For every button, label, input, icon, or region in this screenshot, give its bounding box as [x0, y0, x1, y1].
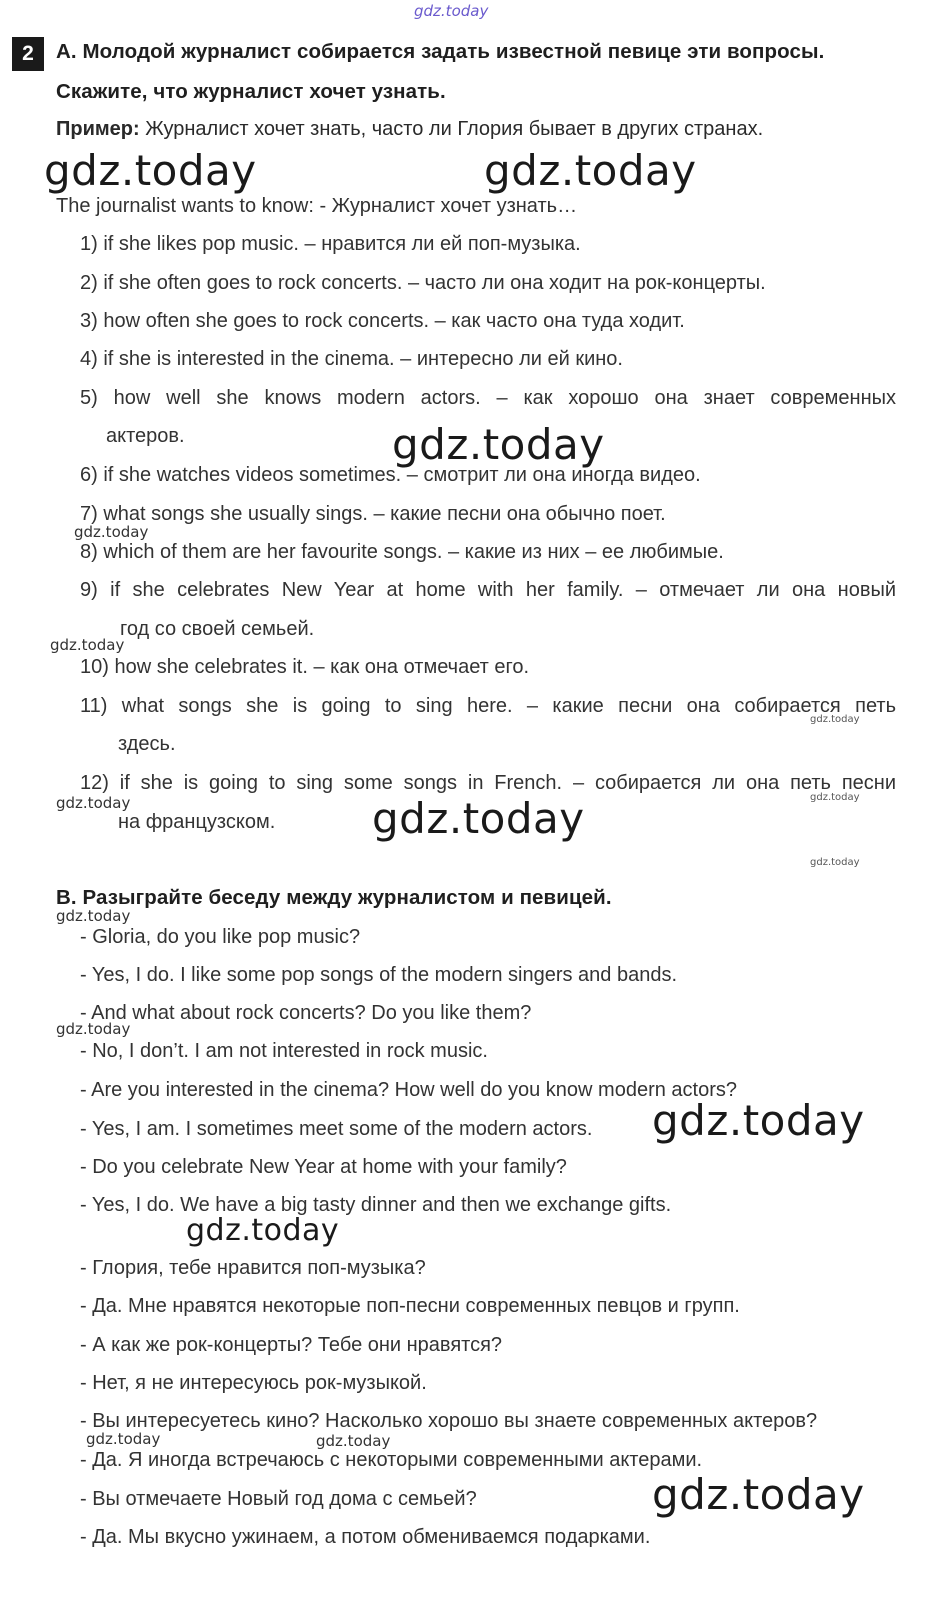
watermark: gdz.today [810, 857, 860, 868]
task-number-badge: 2 [12, 37, 44, 71]
list-item: 6) if she watches videos sometimes. – смотрит ли она иногда видео. [80, 464, 701, 486]
dialogue-line: - Глория, тебе нравится поп-музыка? [80, 1257, 426, 1279]
list-item: 10) how she celebrates it. – как она отмечает его. [80, 656, 530, 678]
list-item: 8) which of them are her favourite songs. – какие из них – ее любимые. [80, 541, 724, 563]
watermark: gdz.today [316, 1432, 391, 1450]
watermark: gdz.today [810, 792, 860, 803]
watermark: gdz.today [186, 1213, 340, 1248]
list-item: 2) if she often goes to rock concerts. – часто ли она ходит на рок-концерты. [80, 272, 766, 294]
list-item: 3) how often she goes to rock concerts. – как часто она туда ходит. [80, 310, 685, 332]
watermark: gdz.today [652, 1470, 865, 1519]
watermark: gdz.today [56, 794, 131, 812]
list-item-continuation: здесь. [118, 733, 176, 755]
example-line [56, 118, 763, 141]
list-item-continuation: на французском. [118, 811, 276, 833]
dialogue-line: - Вы интересуетесь кино? Насколько хорошо вы знаете современных актеров? [80, 1410, 818, 1432]
watermark: gdz.today [56, 907, 131, 925]
watermark: gdz.today [56, 1020, 131, 1038]
dialogue-line: - А как же рок-концерты? Тебе они нравятся? [80, 1334, 503, 1356]
example-text: Журналист хочет знать, часто ли Глория бывает в других странах. [139, 118, 764, 140]
watermark: gdz.today [372, 794, 585, 843]
list-item-continuation: актеров. [106, 425, 185, 447]
section-b-heading: B. Разыграйте беседу между журналистом и певицей. [56, 886, 612, 909]
intro-line: The journalist wants to know: - Журналист хочет узнать… [56, 195, 578, 217]
dialogue-line: - And what about rock concerts? Do you like them? [80, 1002, 532, 1024]
list-item-continuation: год со своей семьей. [120, 618, 315, 640]
watermark-top: gdz.today [414, 2, 489, 20]
dialogue-line: - Вы отмечаете Новый год дома с семьей? [80, 1488, 477, 1510]
example-label: Пример: [56, 118, 140, 140]
list-item: 11) what songs she is going to sing here. – какие песни она собирается петь [80, 695, 896, 717]
list-item: 9) if she celebrates New Year at home with her family. – отмечает ли она новый [80, 579, 896, 601]
watermark: gdz.today [86, 1430, 161, 1448]
list-item: 4) if she is interested in the cinema. – интересно ли ей кино. [80, 348, 623, 370]
dialogue-line: - Gloria, do you like pop music? [80, 926, 361, 948]
watermark: gdz.today [652, 1096, 865, 1145]
watermark: gdz.today [74, 523, 149, 541]
dialogue-line: - Yes, I do. I like some pop songs of the modern singers and bands. [80, 964, 678, 986]
dialogue-line: - No, I don’t. I am not interested in rock music. [80, 1040, 488, 1062]
watermark: gdz.today [392, 420, 605, 469]
dialogue-line: - Да. Мы вкусно ужинаем, а потом обмениваемся подарками. [80, 1526, 651, 1548]
watermark: gdz.today [484, 146, 697, 195]
dialogue-line: - Do you celebrate New Year at home with your family? [80, 1156, 567, 1178]
dialogue-line: - Yes, I am. I sometimes meet some of the modern actors. [80, 1118, 593, 1140]
list-item: 5) how well she knows modern actors. – как хорошо она знает современных [80, 387, 896, 409]
list-item: 1) if she likes pop music. – нравится ли ей поп-музыка. [80, 233, 581, 255]
section-a-heading-line1: A. Молодой журналист собирается задать известной певице эти вопросы. [56, 40, 825, 63]
dialogue-line: - Да. Я иногда встречаюсь с некоторыми современными актерами. [80, 1449, 703, 1471]
watermark: gdz.today [44, 146, 257, 195]
dialogue-line: - Да. Мне нравятся некоторые поп-песни современных певцов и групп. [80, 1295, 740, 1317]
list-item: 12) if she is going to sing some songs in French. – собирается ли она петь песни [80, 772, 896, 794]
watermark: gdz.today [50, 636, 125, 654]
list-item: 7) what songs she usually sings. – какие песни она обычно поет. [80, 503, 666, 525]
watermark: gdz.today [810, 714, 860, 725]
dialogue-line: - Are you interested in the cinema? How well do you know modern actors? [80, 1079, 738, 1101]
dialogue-line: - Нет, я не интересуюсь рок-музыкой. [80, 1372, 427, 1394]
dialogue-line: - Yes, I do. We have a big tasty dinner and then we exchange gifts. [80, 1194, 672, 1216]
section-a-heading-line2: Скажите, что журналист хочет узнать. [56, 80, 446, 103]
